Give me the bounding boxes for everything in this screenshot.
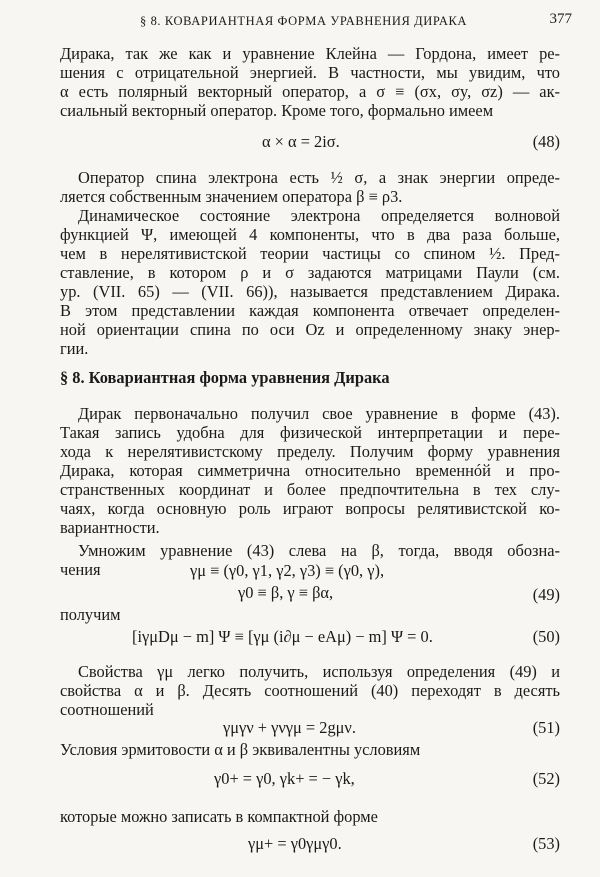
text-line: α есть полярный векторный оператор, а σ ≡ (σx, σy, σz) — ак- (60, 82, 560, 101)
equation-49-number: (49) (532, 585, 560, 604)
equation-53-number: (53) (532, 834, 560, 853)
text-line: Такая запись удобна для физической интерпретации и пере- (60, 423, 560, 442)
text-line: Оператор спина электрона есть ½ σ, а знак энергии опреде- (78, 168, 560, 187)
paragraph-6 (60, 662, 560, 719)
text-line: ляется собственным значением оператора β ≡ ρ3. (60, 187, 403, 206)
text-line: странственных координат и более предпочтительна в тех слу- (60, 480, 560, 499)
text-line: ур. (VII. 65) — (VII. 66)), называется представлением Дирака. (60, 282, 560, 301)
paragraph-3 (60, 206, 560, 358)
equation-49b: γ0 ≡ β, γ ≡ βα, (238, 583, 334, 602)
text-line: вариантности. (60, 518, 160, 537)
text-line: чения (60, 560, 101, 579)
section-title: § 8. Ковариантная форма уравнения Дирака (60, 368, 390, 387)
text-line: Условия эрмитовости α и β эквивалентны условиям (60, 740, 421, 759)
paragraph-4 (60, 404, 560, 537)
equation-50: [iγμDμ − m] Ψ ≡ [γμ (i∂μ − eAμ) − m] Ψ = 0. (132, 627, 433, 646)
text-line: свойства α и β. Десять соотношений (40) переходят в десять (60, 681, 560, 700)
text-line: соотношений (60, 700, 154, 719)
word-poluchim: получим (60, 605, 121, 624)
text-line: ставление, в котором ρ и σ задаются матрицами Паули (см. (60, 263, 560, 282)
text-line: хода к нерелятивистскому пределу. Получим форму уравнения (60, 442, 560, 461)
equation-50-number: (50) (532, 627, 560, 646)
text-line: которые можно записать в компактной форме (60, 807, 378, 826)
page-number: 377 (549, 11, 572, 27)
equation-52-number: (52) (532, 769, 560, 788)
text-line: чем в нерелятивистской теории частицы со спином ½. Пред- (60, 244, 560, 263)
equation-51-number: (51) (532, 718, 560, 737)
text-line: сиальный векторный оператор. Кроме того, формально имеем (60, 101, 494, 120)
paragraph-7 (60, 740, 560, 759)
text-line: Свойства γμ легко получить, используя определения (49) и (78, 662, 560, 681)
text-line: ной ориентации спина по оси Oz и определенному знаку энер- (60, 320, 560, 339)
equation-53: γμ+ = γ0γμγ0. (248, 834, 342, 853)
paragraph-1 (60, 44, 560, 120)
text-line: Дирака, так же как и уравнение Клейна — Гордона, имеет ре- (60, 44, 560, 63)
text-line: Дирак первоначально получил свое уравнение в форме (43). (78, 404, 560, 423)
equation-52: γ0+ = γ0, γk+ = − γk, (214, 769, 355, 788)
text-line: Умножим уравнение (43) слева на β, тогда, вводя обозна- (78, 541, 560, 560)
text-line: Дирака, которая симметрична относительно временнóй и про- (60, 461, 560, 480)
equation-48-number: (48) (532, 132, 560, 151)
equation-49a: γμ ≡ (γ0, γ1, γ2, γ3) ≡ (γ0, γ), (190, 561, 385, 580)
paragraph-8 (60, 807, 560, 826)
text-line: функцией Ψ, имеющей 4 компоненты, что в два раза больше, (60, 225, 560, 244)
equation-48: α × α = 2iσ. (262, 132, 340, 151)
paragraph-2 (60, 168, 560, 206)
text-line: В этом представлении каждая компонента отвечает определен- (60, 301, 560, 320)
equation-51: γμγν + γνγμ = 2gμν. (223, 718, 356, 737)
text-line: шения с отрицательной энергией. В частности, мы увидим, что (60, 63, 560, 82)
text-line: Динамическое состояние электрона определяется волновой (78, 206, 560, 225)
text-line: гии. (60, 339, 89, 358)
text-line: чаях, когда основную роль играют вопросы релятивистской ко- (60, 499, 560, 518)
running-header: § 8. КОВАРИАНТНАЯ ФОРМА УРАВНЕНИЯ ДИРАКА (140, 14, 468, 28)
